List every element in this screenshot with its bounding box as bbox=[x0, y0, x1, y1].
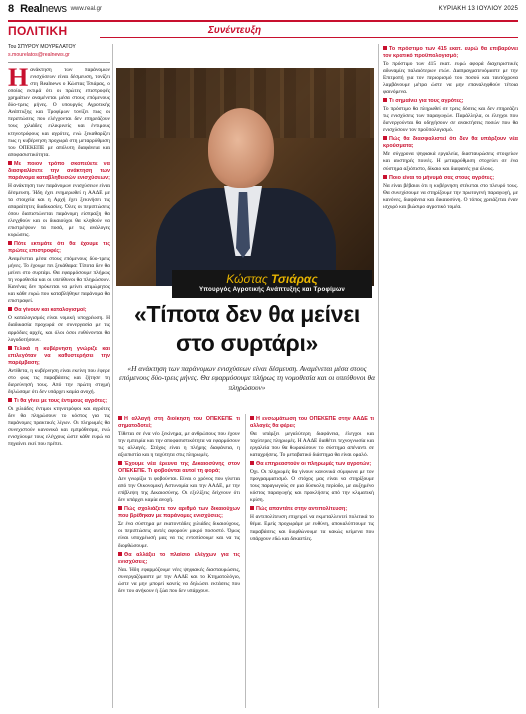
square-bullet-icon bbox=[118, 552, 122, 556]
square-bullet-icon bbox=[8, 307, 12, 311]
answer: Η ανάκτηση των παράνομων ενισχύσεων είναι δέσμευση. Ήδη έχει ενημερωθεί η ΑΑΔΕ με τα στοιχεία και η Αρχή έχει ξεκινήσει τις απαραίτητες διαδικασίες. Όλες οι περιπτώσεις όπου διαπιστώνεται παράνομη είσπραξη θα ελεγχθούν και οι δικαιούχοι θα κληθούν να επιστρέψουν τα ποσά, με τις ανάλογες κυρώσεις. bbox=[8, 182, 110, 239]
column-divider bbox=[245, 414, 246, 708]
question: Η αλλαγή στη διοίκηση του ΟΠΕΚΕΠΕ τι σηματοδοτεί; bbox=[118, 416, 240, 429]
question: Θα επηρεαστούν οι πληρωμές των αγροτών; bbox=[250, 461, 374, 468]
question: Πότε εκτιμάτε ότι θα έχουμε τις πρώτες επιστροφές; bbox=[8, 241, 110, 255]
page-number: 8 bbox=[8, 3, 15, 15]
answer: Οι χιλιάδες έντιμοι κτηνοτρόφοι και αγρότες δεν θα πληρώσουν το κόστος για τις παράνομες πρακτικές λίγων. Οι πληρωμές θα συνεχιστούν κανονικά και εμπρόθεσμα, ενώ ενισχύουμε τους ελέγχους ώστε κάθε ευρώ να πηγαίνει εκεί που πρέπει. bbox=[8, 405, 110, 448]
publication-logo bbox=[20, 3, 67, 15]
section-rule bbox=[100, 37, 518, 38]
column-1 bbox=[8, 44, 110, 708]
logo-light: news bbox=[42, 3, 67, 15]
col1-qa bbox=[8, 161, 110, 448]
minister-role: Υπουργός Αγροτικής Ανάπτυξης και Τροφίμων bbox=[198, 286, 346, 293]
headline: «Τίποτα δεν θα μείνει στο συρτάρι» bbox=[134, 301, 360, 356]
photo-caption bbox=[172, 270, 372, 298]
answer: Το πρόστιμο των 415 εκατ. ευρώ αφορά διαχειριστικές αδυναμίες παλαιότερων ετών. Διαπραγματευόμαστε με την Επιτροπή για τον περιορισμό του ποσού και ταυτόχρονα λαμβάνουμε μέτρα ώστε να μην επαναληφθούν τέτοια φαινόμενα. bbox=[383, 61, 518, 96]
square-bullet-icon bbox=[8, 241, 12, 245]
page-header bbox=[0, 0, 526, 18]
question: Η ενσωμάτωση του ΟΠΕΚΕΠΕ στην ΑΑΔΕ τι αλλαγές θα φέρει; bbox=[250, 416, 374, 429]
square-bullet-icon bbox=[383, 46, 387, 50]
answer: Αναμένεται μέσα στους επόμενους δύο-τρεις μήνες. Το έχουμε πει ξεκάθαρα: Τίποτα δεν θα μείνει στο συρτάρι. Θα εφαρμόσουμε πλήρως τη νομοθεσία και οι υπεύθυνοι θα πληρώσουν. Κανένας δεν πρόκειται να μείνει ατιμώρητος και κάθε ευρώ που καταβλήθηκε παράνομα θα επιστραφεί. bbox=[8, 256, 110, 305]
square-bullet-icon bbox=[118, 461, 122, 465]
answer: Θα υπάρξει μεγαλύτερη διαφάνεια, έλεγχοι και ταχύτερες πληρωμές. Η ΑΑΔΕ διαθέτει τεχνογνωσία και εργαλεία που θα θωρακίσουν το σύστημα απέναντι σε καταχρήσεις. Το μεταβατικό διάστημα θα είναι ομαλό. bbox=[250, 431, 374, 459]
answer: Ο καταλογισμός είναι νομική υποχρέωση. Η διαδικασία προχωρά σε συνεργασία με τις αρμόδιες αρχές, και όλοι όσοι ευθύνονται θα λογοδοτήσουν. bbox=[8, 315, 110, 343]
answer: Σε ένα σύστημα με εκατοντάδες χιλιάδες δικαιούχους, οι περιπτώσεις αυτές αφορούν μικρό ποσοστό. Όμως είναι υποχρέωσή μας να τις εντοπίσουμε και να τις διορθώσουμε. bbox=[118, 521, 240, 549]
square-bullet-icon bbox=[250, 506, 254, 510]
square-bullet-icon bbox=[383, 136, 387, 140]
minister-name: Κώστας Τσιάρας bbox=[226, 272, 318, 286]
square-bullet-icon bbox=[383, 175, 387, 179]
drop-cap: Η bbox=[8, 63, 29, 93]
question: Πώς απαντάτε στην αντιπολίτευση; bbox=[250, 506, 374, 513]
question: Με ποιον τρόπο σκοπεύετε να διασφαλίσετε την ανάκτηση των παράνομα καταβληθεισών ενισχύσεων; bbox=[8, 160, 110, 181]
intro-text: ανάκτηση των παράνομων ενισχύσεων είναι δέσμευση, τονίζει στη Realnews ο Κώστας Τσιάρας, ο οποίος εκτιμά ότι οι πρώτες επιστροφές χρημάτων αναμένεται μέσα στους επόμενους δύο-τρεις μήνες. Ο υπουργός Αγροτικής Ανάπτυξης και Τροφίμων τονίζει πως οι περιπτώσεις που ελέγχονται δεν επηρεάζουν τους χιλιάδες ειλικρινείς και έντιμους κτηνοτρόφους και αγρότες, ενώ ξεκαθαρίζει πως η κυβέρνηση προχωρά στη μεταρρύθμιση του ΟΠΕΚΕΠΕ με απόλυτη διαφάνεια και αποφασιστικότητα. bbox=[8, 67, 110, 158]
square-bullet-icon bbox=[8, 161, 12, 165]
answer: Δεν γνωρίζω τι φοβούνται. Είναι ο χρόνος που γίνεται από την Οικονομική Αστυνομία και την ΑΑΔΕ, με την επίβλεψη της Δικαιοσύνης. Οι εξελίξεις δείχνουν ότι δεν υπάρχει καμία ανοχή. bbox=[118, 476, 240, 504]
author-email: s.mourelatos@realnews.gr bbox=[8, 52, 70, 59]
question: Πώς θα διασφαλιστεί ότι δεν θα υπάρξουν νέα κρούσματα; bbox=[383, 136, 518, 150]
question: Τι σημαίνει για τους αγρότες; bbox=[383, 98, 518, 105]
question: Τελικά η κυβέρνηση γνώριζε και επιλεγόταν να καθυστερήσει την παρέμβαση; bbox=[8, 345, 110, 366]
logo-bold: Real bbox=[20, 3, 43, 15]
column-divider bbox=[112, 44, 113, 708]
column-2 bbox=[118, 414, 240, 708]
square-bullet-icon bbox=[118, 416, 122, 420]
answer: Να είναι βέβαιοι ότι η κυβέρνηση στέκεται στο πλευρό τους. Θα συνεχίσουμε να στηρίζουμε την πρωτογενή παραγωγή, με κανόνες, διαφάνεια και δικαιοσύνη. Ο τόπος χρειάζεται έναν ισχυρό και βιώσιμο αγροτικό τομέα. bbox=[383, 182, 518, 210]
issue-date: ΚΥΡΙΑΚΗ 13 ΙΟΥΛΙΟΥ 2025 bbox=[438, 6, 518, 12]
question: Πώς σχολιάζετε τον αριθμό των δικαιούχων που βρέθηκαν με παράνομες ενισχύσεις; bbox=[118, 506, 240, 520]
answer: Με σύγχρονα ψηφιακά εργαλεία, διασταυρώσεις στοιχείων και αυστηρές ποινές. Η μεταρρύθμιση στοχεύει σε ένα σύστημα αξιόπιστο, δίκαιο και διαφανές για όλους. bbox=[383, 151, 518, 172]
byline bbox=[8, 44, 110, 63]
answer: Όχι. Οι πληρωμές θα γίνουν κανονικά σύμφωνα με τον προγραμματισμό. Ο στόχος μας είναι να στηρίξουμε τους παραγωγούς σε μια δύσκολη περίοδο, με αυξημένο κόστος παραγωγής και προκλήσεις από την κλιματική κρίση. bbox=[250, 469, 374, 504]
answer: Η αντιπολίτευση επιχειρεί να εκμεταλλευτεί πολιτικά το θέμα. Εμείς προχωράμε με ευθύνη, αποκαλύπτουμε τις παραβάσεις και διορθώνουμε τα κακώς κείμενα που υπάρχουν εδώ και δεκαετίες. bbox=[250, 514, 374, 542]
question: Ποιο είναι το μήνυμά σας στους αγρότες; bbox=[383, 175, 518, 182]
square-bullet-icon bbox=[383, 98, 387, 102]
head-shape bbox=[208, 108, 274, 188]
question: Το πρόστιμο των 415 εκατ. ευρώ θα επιβαρύνει τον κρατικό προϋπολογισμό; bbox=[383, 46, 518, 59]
site-url: www.real.gr bbox=[70, 6, 102, 12]
square-bullet-icon bbox=[250, 416, 254, 420]
question: Έχουμε νέα έρευνα της Δικαιοσύνης στον ΟΠΕΚΕΠΕ. Τι φοβούνται αυτοί τη φορά; bbox=[118, 461, 240, 475]
square-bullet-icon bbox=[8, 346, 12, 350]
column-divider bbox=[378, 44, 379, 708]
answer: Τίθεται σε ένα νέο ξεκίνημα, με ανθρώπους που έχουν την εμπειρία και την αποφασιστικότητα να εφαρμόσουν τις αλλαγές. Στόχος είναι η πλήρης διαφάνεια, η αξιοπιστία και η ταχύτητα στις πληρωμές. bbox=[118, 431, 240, 459]
question: Θα γίνουν και καταλογισμοί; bbox=[8, 307, 110, 314]
column-3 bbox=[250, 414, 374, 708]
answer: Το πρόστιμο θα πληρωθεί σε τρεις δόσεις και δεν επηρεάζει τις ενισχύσεις των παραγωγών. Παράλληλα, οι έλεγχοι που διενεργούνται θα οδηγήσουν σε ανακτήσεις ποσών που θα ενισχύσουν τον προϋπολογισμό. bbox=[383, 106, 518, 134]
author: Του ΣΠΥΡΟΥ ΜΟΥΡΕΛΑΤΟΥ bbox=[8, 44, 76, 50]
section-bar bbox=[8, 20, 518, 38]
intro-paragraph bbox=[8, 63, 110, 159]
answer: Ναι. Ήδη εφαρμόζουμε νέες ψηφιακές διασταυρώσεις, συνεργαζόμαστε με την ΑΑΔΕ και το Κτηματολόγιο, ώστε να μην μπορεί κανείς να δηλώσει εκτάσεις που δεν του ανήκουν ή ζώα που δεν υπάρχουν. bbox=[118, 566, 240, 594]
pull-quote: «Η ανάκτηση των παράνομων ενισχύσεων είναι δέσμευση. Αναμένεται μέσα στους επόμενους δύο-τρεις μήνες. Θα εφαρμόσουμε πλήρως τη νομοθεσία και οι υπεύθυνοι θα πληρώσουν» bbox=[119, 364, 375, 392]
column-4 bbox=[383, 44, 518, 708]
square-bullet-icon bbox=[118, 506, 122, 510]
answer: Αντίθετα, η κυβέρνηση είναι εκείνη που έφερε στο φως τις παραβάσεις και ζήτησε τη διερεύνησή τους. Από την πρώτη στιγμή δηλώσαμε ότι δεν υπάρχει καμία ανοχή. bbox=[8, 367, 110, 395]
article-type: Συνέντευξη bbox=[208, 25, 262, 36]
question: Τι θα γίνει με τους έντιμους αγρότες; bbox=[8, 398, 110, 405]
question: Θα αλλάξει το πλαίσιο ελέγχων για τις ενισχύσεις; bbox=[118, 551, 240, 565]
square-bullet-icon bbox=[8, 398, 12, 402]
square-bullet-icon bbox=[250, 461, 254, 465]
section-name: ΠΟΛΙΤΙΚΗ bbox=[8, 24, 68, 38]
minister-photo bbox=[116, 68, 374, 286]
